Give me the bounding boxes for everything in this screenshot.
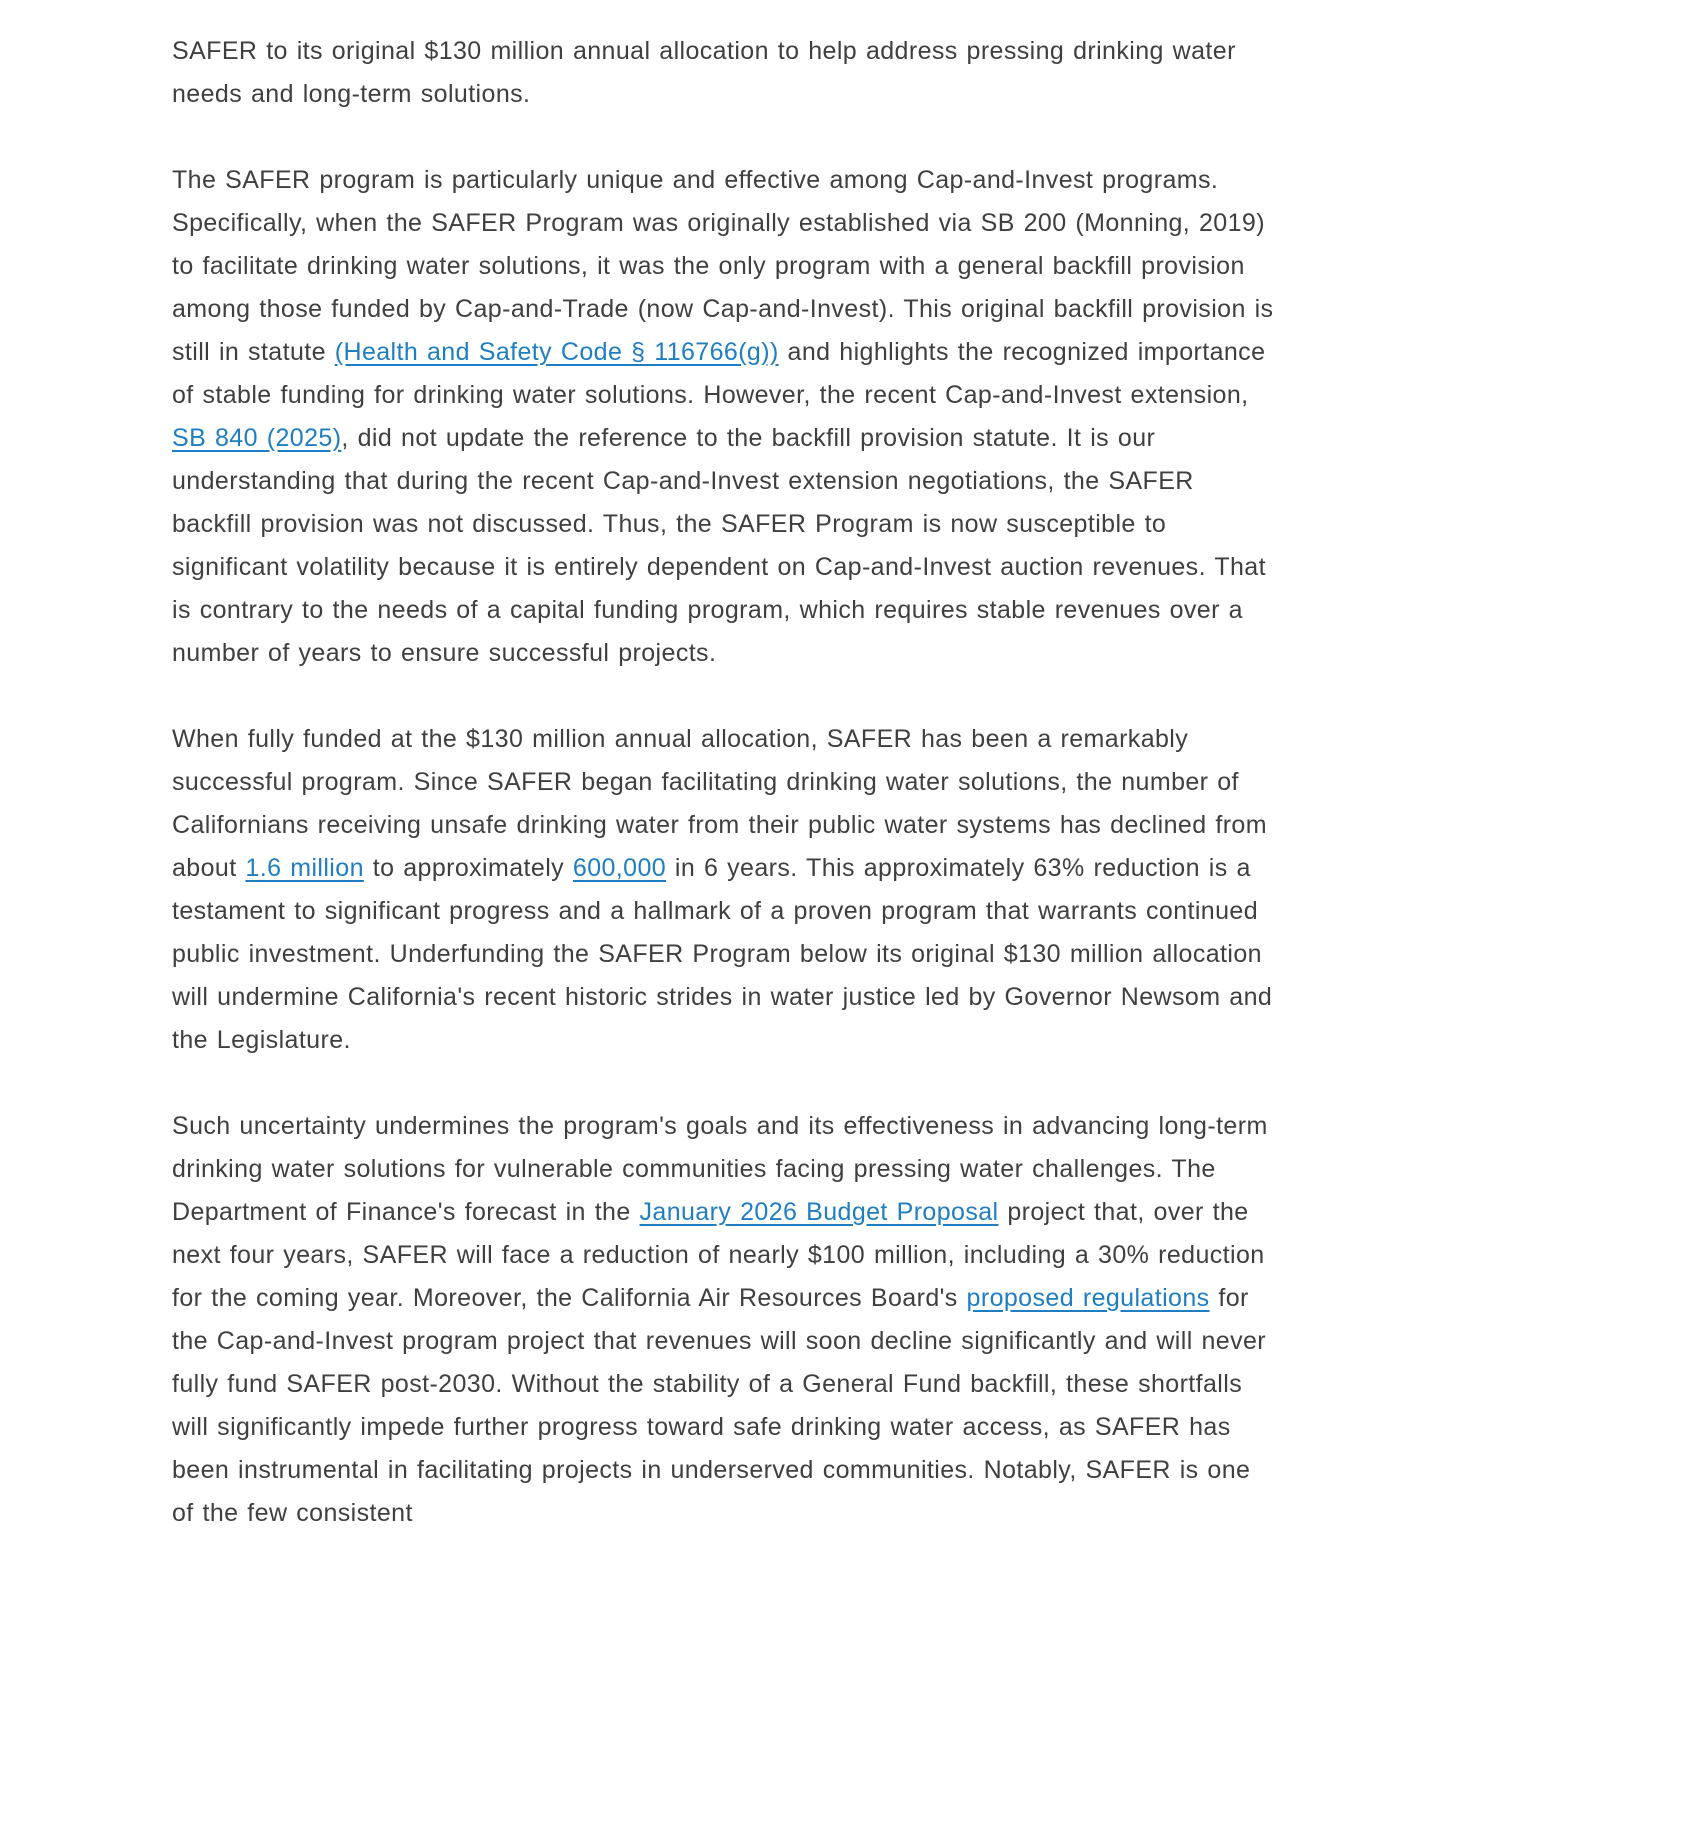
paragraph xyxy=(172,718,1280,1062)
inline-link[interactable]: 1.6 million xyxy=(245,854,364,882)
paragraph-text: project that, over the next four years, SAFER will face a reduction of nearly $100 million, including a 30% reduction for the coming year. Moreover, the California Air Resources Board's xyxy=(172,1198,1265,1312)
inline-link[interactable]: January 2026 Budget Proposal xyxy=(639,1198,999,1226)
inline-link[interactable]: 600,000 xyxy=(572,854,667,882)
paragraph-text: Such uncertainty undermines the program's goals and its effectiveness in advancing long-term drinking water solutions for vulnerable communities facing pressing water challenges. The Department of Finance's forecast in the xyxy=(172,1112,1268,1226)
paragraph xyxy=(172,1105,1280,1535)
inline-link[interactable]: (Health and Safety Code § 116766(g)) xyxy=(334,338,779,366)
paragraph-text: When fully funded at the $130 million annual allocation, SAFER has been a remarkably successful program. Since SAFER began facilitating drinking water solutions, the number of Californians receiving unsafe drinking water from their public water systems has declined from about xyxy=(172,725,1267,882)
paragraph-text: The SAFER program is particularly unique and effective among Cap-and-Invest programs. Specifically, when the SAFER Program was originally established via SB 200 (Monning, 2019) to facilitate drinking water solutions, it was the only program with a general backfill provision among those funded by Cap-and-Trade (now Cap-and-Invest). This original backfill provision is still in statute xyxy=(172,166,1274,366)
paragraph-text: for the Cap-and-Invest program project that revenues will soon decline significantly and will never fully fund SAFER post-2030. Without the stability of a General Fund backfill, these shortfalls will significantly impede further progress toward safe drinking water access, as SAFER has been instrumental in facilitating projects in underserved communities. Notably, SAFER is one of the few consistent xyxy=(172,1284,1267,1527)
paragraph-text: SAFER to its original $130 million annual allocation to help address pressing drinking water needs and long-term solutions. xyxy=(172,37,1236,108)
paragraph-text: and highlights the recognized importance of stable funding for drinking water solutions. However, the recent Cap-and-Invest extension, xyxy=(172,338,1266,409)
paragraph-text: in 6 years. This approximately 63% reduction is a testament to significant progress and a hallmark of a proven program that warrants continued public investment. Underfunding the SAFER Program below its original $130 million allocation will undermine California's recent historic strides in water justice led by Governor Newsom and the Legislature. xyxy=(172,854,1273,1054)
paragraph-text: to approximately xyxy=(363,854,573,882)
inline-link[interactable]: proposed regulations xyxy=(966,1284,1210,1312)
paragraph-text: , did not update the reference to the backfill provision statute. It is our understanding that during the recent Cap-and-Invest extension negotiations, the SAFER backfill provision was not discussed. Thus, the SAFER Program is now susceptible to significant volatility because it is entirely dependent on Cap-and-Invest auction revenues. That is contrary to the needs of a capital funding program, which requires stable revenues over a number of years to ensure successful projects. xyxy=(172,424,1266,667)
paragraph xyxy=(172,30,1280,116)
inline-link[interactable]: SB 840 (2025) xyxy=(172,424,342,452)
paragraph xyxy=(172,159,1280,675)
